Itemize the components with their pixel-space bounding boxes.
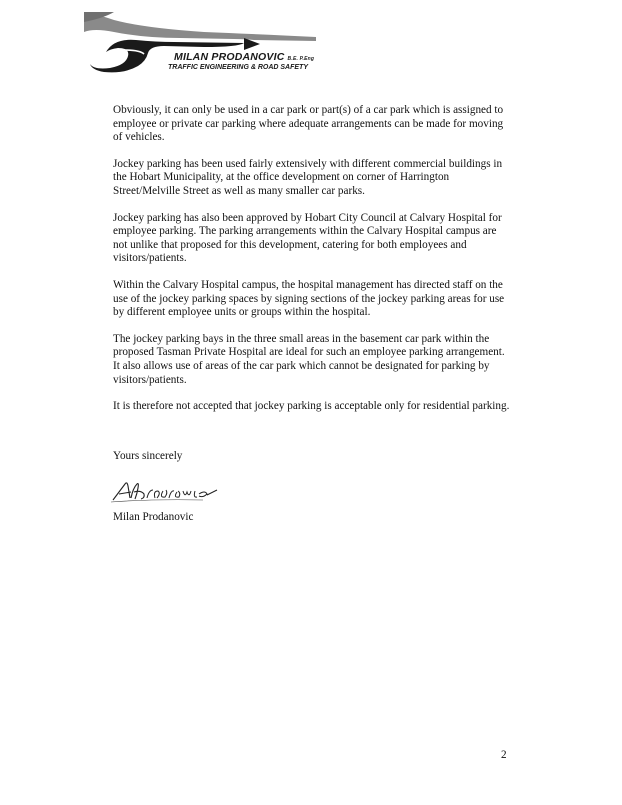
road-logo-icon — [84, 12, 344, 82]
firm-credentials: B.E. P.Eng — [287, 56, 315, 62]
letterhead — [84, 12, 344, 82]
firm-name — [174, 51, 314, 63]
page-number: 2 — [501, 749, 507, 761]
handwritten-signature — [111, 478, 221, 504]
letter-body — [113, 104, 513, 427]
signatory-name: Milan Prodanovic — [113, 511, 194, 523]
body-paragraph-4: Within the Calvary Hospital campus, the hospital management has directed staff on the use of the jockey parking spaces by signing sections of the jockey parking areas for use by different employee units or groups within the hospital. — [113, 278, 505, 319]
closing-salutation: Yours sincerely — [113, 450, 183, 462]
body-paragraph-6: It is therefore not accepted that jockey parking is acceptable only for residential parking. — [113, 400, 510, 413]
body-paragraph-5: The jockey parking bays in the three small areas in the basement car park within the proposed Tasman Private Hospital are ideal for such an employee parking arrangement. It also allows use of areas of the car park which cannot be designated for parking by visitors/patients. — [113, 332, 505, 386]
body-paragraph-3: Jockey parking has also been approved by Hobart City Council at Calvary Hospital for employee parking. The parking arrangements within the Calvary Hospital campus are not unlike that proposed for this development, catering for both employees and visitors/patients. — [113, 211, 502, 265]
body-paragraph-1: Obviously, it can only be used in a car park or part(s) of a car park which is assigned to employee or private car parking where adequate arrangements can be made for moving of vehicles. — [113, 104, 504, 144]
firm-tagline: TRAFFIC ENGINEERING & ROAD SAFETY — [168, 64, 309, 71]
body-paragraph-2: Jockey parking has been used fairly extensively with different commercial buildings in the Hobart Municipality, at the office development on corner of Harrington Street/Melville Street as well as many smaller car parks. — [113, 157, 503, 197]
firm-name-text: MILAN PRODANOVIC — [174, 51, 285, 63]
